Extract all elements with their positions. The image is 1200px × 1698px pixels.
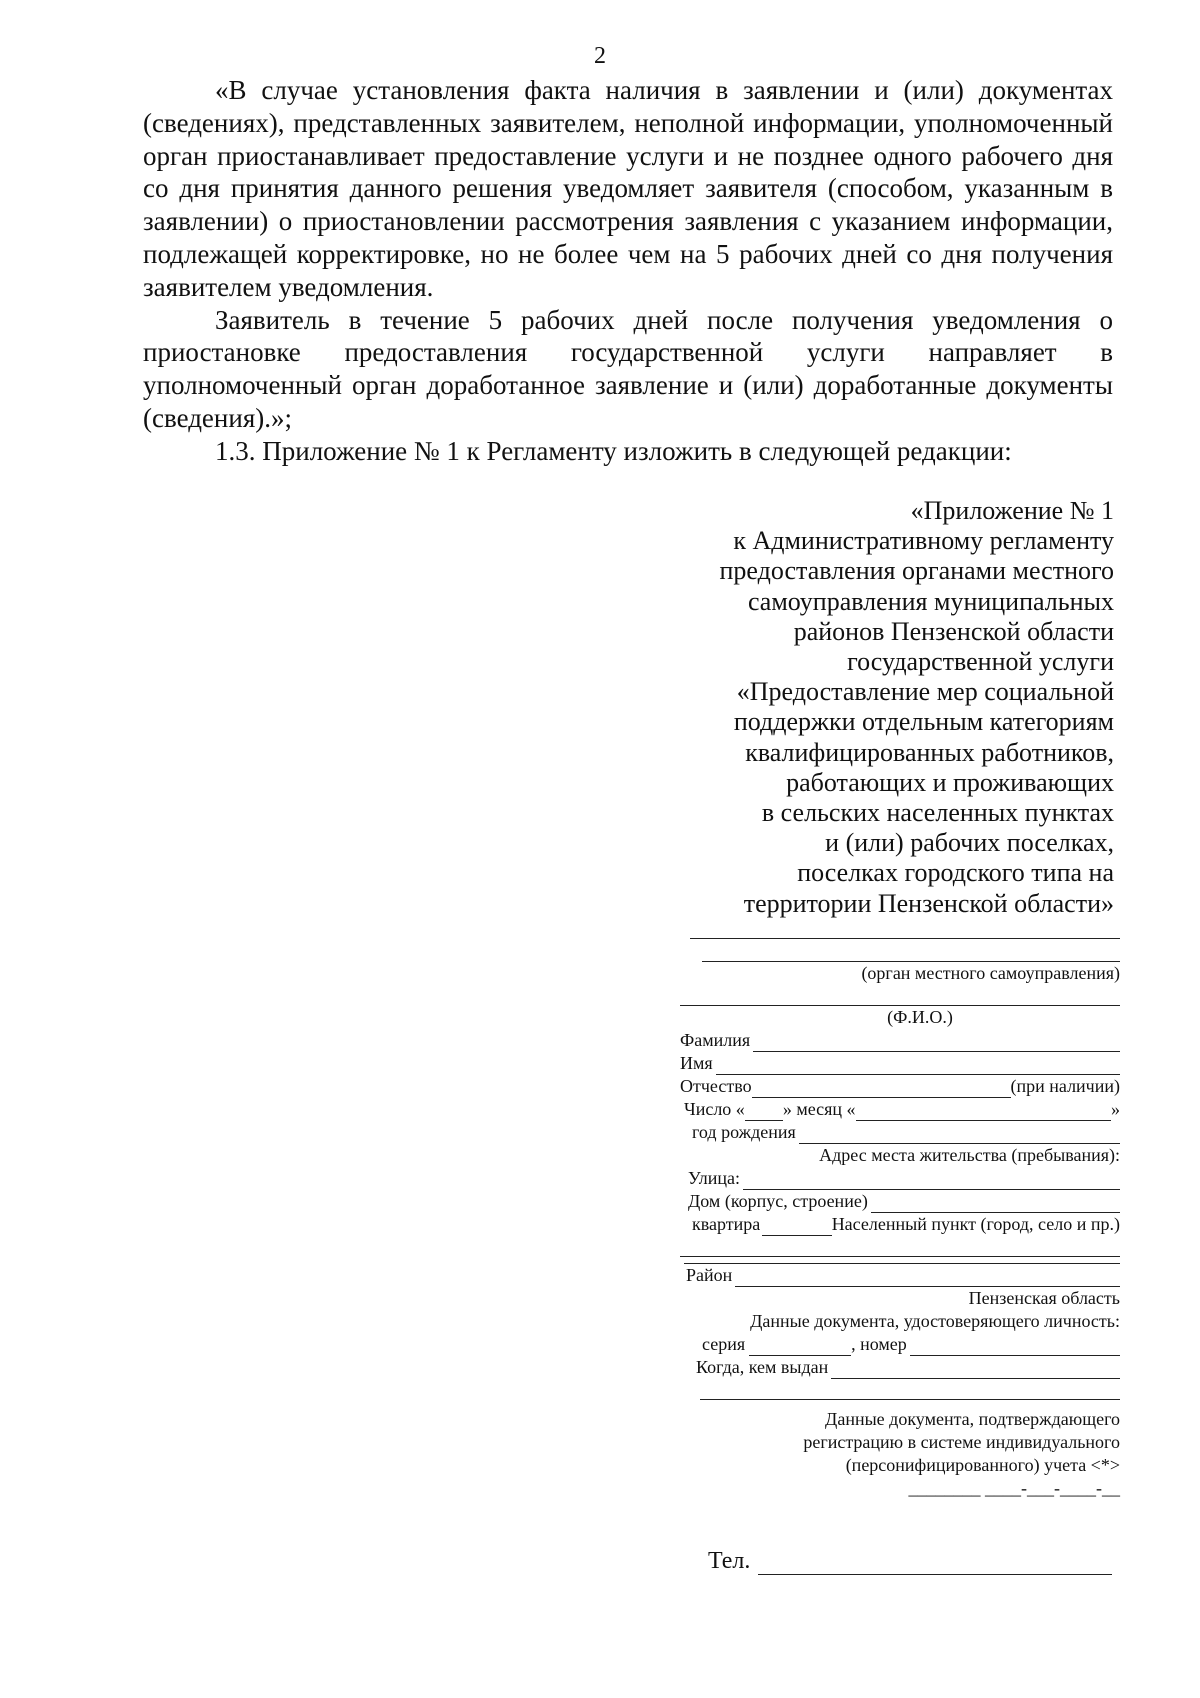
reg-caption-line: (персонифицированного) учета <*>	[845, 1455, 1120, 1475]
month-label: » месяц «	[782, 1099, 856, 1119]
region-label: Пензенская область	[968, 1288, 1120, 1308]
locality-field[interactable]	[680, 1236, 1120, 1257]
street-label: Улица:	[688, 1168, 740, 1188]
tel-row	[708, 1548, 1112, 1575]
issued-by-field[interactable]	[831, 1362, 1120, 1379]
body-text	[143, 74, 1113, 468]
issued-extra-line[interactable]	[700, 1379, 1120, 1400]
name-field[interactable]	[716, 1058, 1120, 1075]
street-row	[680, 1167, 1120, 1190]
appendix-line: и (или) рабочих поселках,	[825, 828, 1114, 858]
appendix-line: квалифицированных работников,	[745, 737, 1114, 767]
patronymic-label: Отчество	[680, 1076, 752, 1096]
appendix-line: поддержки отдельным категориям	[733, 707, 1114, 737]
month-field[interactable]	[856, 1104, 1111, 1121]
district-label: Район	[686, 1265, 733, 1285]
series-field[interactable]	[749, 1339, 851, 1356]
appendix-line: районов Пензенской области	[793, 616, 1114, 646]
appendix-line: поселках городского типа на	[797, 858, 1114, 888]
district-field[interactable]	[735, 1270, 1120, 1287]
organ-caption: (орган местного самоуправления)	[861, 963, 1120, 983]
patronymic-row	[680, 1075, 1120, 1098]
reg-caption-line: Данные документа, подтверждающего	[825, 1409, 1120, 1429]
appendix-header	[654, 496, 1114, 919]
reg-caption-line: регистрацию в системе индивидуального	[803, 1432, 1120, 1452]
day-field[interactable]	[745, 1104, 783, 1121]
series-number-row	[680, 1333, 1120, 1356]
name-label: Имя	[680, 1053, 713, 1073]
application-form	[680, 928, 1120, 1500]
number-field[interactable]	[910, 1339, 1120, 1356]
snils-field[interactable]: ________ ____-___-____-__	[908, 1478, 1120, 1498]
id-doc-caption: Данные документа, удостоверяющего личность:	[750, 1311, 1120, 1331]
appendix-line: к Административному регламенту	[733, 526, 1114, 556]
appendix-line: предоставления органами местного	[719, 556, 1114, 586]
number-label: , номер	[851, 1334, 907, 1354]
tel-field[interactable]	[758, 1552, 1112, 1575]
appendix-line: в сельских населенных пунктах	[761, 798, 1114, 828]
month-close-quote: »	[1111, 1099, 1120, 1119]
house-label: Дом (корпус, строение)	[688, 1191, 868, 1211]
locality-caption: Населенный пункт (город, село и пр.)	[831, 1214, 1120, 1234]
day-label: Число «	[684, 1099, 745, 1119]
organ-blank-line-2[interactable]	[702, 939, 1120, 962]
series-label: серия	[702, 1334, 746, 1354]
paragraph-suspension: «В случае установления факта наличия в заявлении и (или) документах (сведениях), представленных заявителем, неполной информации, уполномоченный орган приостанавливает предоставление услуги и не позднее одного рабочего дня со дня принятия данного решения уведомляет заявителя (способом, указанным в заявлении) о приостановлении рассмотрения заявления с указанием информации, подлежащей корректировке, но не более чем на 5 рабочих дней со дня получения заявителем уведомления.	[143, 75, 1113, 302]
address-caption: Адрес места жительства (пребывания):	[819, 1145, 1120, 1165]
birth-date-row	[680, 1098, 1120, 1121]
tel-label: Тел.	[708, 1548, 751, 1574]
fio-caption: (Ф.И.О.)	[887, 1007, 953, 1027]
birth-year-field[interactable]	[799, 1127, 1120, 1144]
house-field[interactable]	[871, 1196, 1120, 1213]
apartment-row	[680, 1213, 1120, 1236]
appendix-line: государственной услуги	[847, 647, 1114, 677]
street-field[interactable]	[743, 1173, 1120, 1190]
house-row	[680, 1190, 1120, 1213]
issued-row	[680, 1356, 1120, 1379]
paragraph-appendix-instruction: 1.3. Приложение № 1 к Регламенту изложить в следующей редакции:	[215, 435, 1012, 466]
district-row	[680, 1264, 1120, 1287]
page-number: 2	[594, 43, 606, 69]
surname-row	[680, 1029, 1120, 1052]
appendix-line: работающих и проживающих	[786, 767, 1114, 797]
patronymic-field[interactable]	[752, 1081, 1011, 1098]
organ-blank-line-1[interactable]	[690, 928, 1120, 939]
patronymic-note: (при наличии)	[1010, 1076, 1120, 1096]
issued-by-label: Когда, кем выдан	[696, 1357, 829, 1377]
fio-blank-line[interactable]	[680, 985, 1120, 1006]
locality-extra-line[interactable]	[684, 1257, 1120, 1264]
apartment-label: квартира	[692, 1214, 761, 1234]
appendix-line: «Приложение № 1	[910, 496, 1114, 525]
birth-year-label: год рождения	[692, 1122, 796, 1142]
surname-label: Фамилия	[680, 1030, 751, 1050]
name-row	[680, 1052, 1120, 1075]
paragraph-applicant: Заявитель в течение 5 рабочих дней после получения уведомления о приостановке предоставления государственной услуги направляет в уполномоченный орган доработанное заявление и (или) доработанные документы (сведения).»;	[143, 304, 1113, 433]
birth-year-row	[680, 1121, 1120, 1144]
apartment-field[interactable]	[762, 1219, 831, 1236]
appendix-line: территории Пензенской области»	[743, 888, 1114, 918]
surname-field[interactable]	[753, 1035, 1120, 1052]
appendix-line: «Предоставление мер социальной	[736, 677, 1114, 707]
appendix-line: самоуправления муниципальных	[747, 586, 1114, 616]
